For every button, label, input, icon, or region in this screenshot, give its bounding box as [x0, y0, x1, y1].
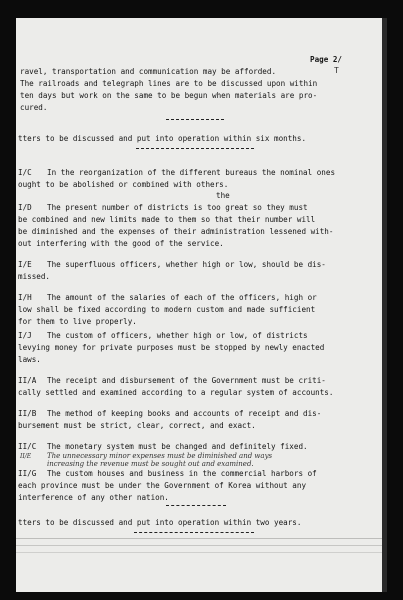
intro-line-4: cured. [20, 103, 48, 112]
handwritten-label: II/E [20, 453, 32, 460]
item-label: I/E [18, 260, 32, 269]
item-line: The custom houses and business in the commercial harbors of [47, 469, 317, 478]
item-line: bursement must be strict, clear, correct, and exact. [18, 421, 256, 430]
scan-line [16, 552, 382, 553]
item-line: be combined and new limits made to them so that their number will [18, 215, 316, 224]
intro-line-2: The railroads and telegraph lines are to be discussed upon within [20, 79, 318, 88]
item-label: I/H [18, 293, 32, 302]
intro-line-3: ten days but work on the same to be begun when materials are pro- [20, 91, 318, 100]
divider-rule [134, 532, 254, 533]
item-line: The receipt and disbursement of the Government must be criti- [47, 376, 326, 385]
item-label: II/G [18, 469, 37, 478]
item-line: The amount of the salaries of each of the officers, high or [47, 293, 317, 302]
scan-line [16, 545, 382, 546]
item-line: The method of keeping books and accounts of receipt and dis- [47, 409, 322, 418]
inserted-word: the [216, 191, 230, 200]
item-line: missed. [18, 272, 51, 281]
page-number: Page 2/ [310, 55, 343, 64]
item-label: II/B [18, 409, 37, 418]
section1-heading: tters to be discussed and put into operation within six months. [18, 134, 307, 143]
item-line: be diminished and the expenses of their administration lessened with- [18, 227, 334, 236]
divider-rule [136, 148, 254, 149]
item-line: interference of any other nation. [18, 493, 169, 502]
item-line: cally settled and examined according to a regular system of accounts. [18, 388, 334, 397]
item-line: low shall be fixed according to modern custom and made sufficient [18, 305, 316, 314]
item-line: each province must be under the Government of Korea without any [18, 481, 307, 490]
document-page [16, 18, 382, 592]
item-line: The monetary system must be changed and definitely fixed. [47, 442, 308, 451]
item-label: I/C [18, 168, 32, 177]
item-label: II/C [18, 442, 37, 451]
corner-mark: T [334, 66, 339, 75]
page-edge-shadow [382, 18, 387, 592]
item-line: The present number of districts is too great so they must [47, 203, 308, 212]
item-line: levying money for private purposes must be stopped by newly enacted [18, 343, 325, 352]
item-line: for them to live properly. [18, 317, 137, 326]
intro-line-1: ravel, transportation and communication may be afforded. [20, 67, 277, 76]
divider-rule [166, 119, 224, 120]
handwritten-line: The unnecessary minor expenses must be diminished and ways [47, 452, 273, 460]
item-label: I/J [18, 331, 32, 340]
item-line: ought to be abolished or combined with others. [18, 180, 229, 189]
item-line: The superfluous officers, whether high or low, should be dis- [47, 260, 326, 269]
item-line: In the reorganization of the different bureaus the nominal ones [47, 168, 336, 177]
handwritten-line: increasing the revenue must be sought out and examined. [47, 460, 254, 468]
item-line: The custom of officers, whether high or low, of districts [47, 331, 308, 340]
item-line: out interfering with the good of the service. [18, 239, 224, 248]
divider-rule [166, 505, 226, 506]
item-label: II/A [18, 376, 37, 385]
scan-line [16, 538, 382, 539]
item-label: I/D [18, 203, 32, 212]
section2-heading: tters to be discussed and put into operation within two years. [18, 518, 302, 527]
item-line: laws. [18, 355, 41, 364]
